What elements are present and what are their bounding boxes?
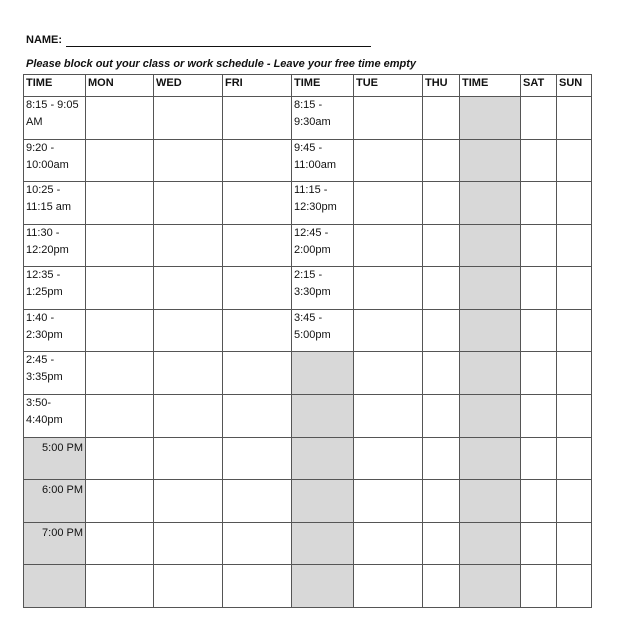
schedule-cell-fri[interactable] <box>223 565 292 608</box>
time-line-1: 9:20 - <box>26 141 55 154</box>
time-line-2: 5:00pm <box>294 328 331 341</box>
mwf-time-cell <box>24 97 86 140</box>
schedule-cell-tue[interactable] <box>354 437 423 480</box>
weekend-time-cell <box>460 309 521 352</box>
schedule-cell-thu[interactable] <box>423 352 460 395</box>
schedule-cell-sat[interactable] <box>521 224 557 267</box>
table-row <box>24 480 592 523</box>
schedule-cell-sun[interactable] <box>557 437 592 480</box>
schedule-cell-thu[interactable] <box>423 522 460 565</box>
schedule-cell-sat[interactable] <box>521 437 557 480</box>
instructions-text: Please block out your class or work schedule - Leave your free time empty <box>26 58 417 70</box>
schedule-cell-wed[interactable] <box>154 480 223 523</box>
schedule-cell-sat[interactable] <box>521 97 557 140</box>
schedule-cell-thu[interactable] <box>423 97 460 140</box>
mwf-time-cell <box>24 522 86 565</box>
schedule-cell-fri[interactable] <box>223 97 292 140</box>
mwf-time-cell <box>24 309 86 352</box>
schedule-cell-sat[interactable] <box>521 352 557 395</box>
weekend-time-cell <box>460 182 521 225</box>
table-row <box>24 437 592 480</box>
tt-time-cell <box>292 352 354 395</box>
schedule-cell-thu[interactable] <box>423 182 460 225</box>
time-line-2: 10:00am <box>26 158 69 171</box>
schedule-cell-tue[interactable] <box>354 522 423 565</box>
time-line-1: 6:00 PM <box>42 484 83 497</box>
mwf-time-cell <box>24 395 86 438</box>
schedule-cell-wed[interactable] <box>154 182 223 225</box>
schedule-cell-tue[interactable] <box>354 267 423 310</box>
schedule-cell-tue[interactable] <box>354 97 423 140</box>
schedule-cell-sun[interactable] <box>557 182 592 225</box>
table-row <box>24 395 592 438</box>
schedule-cell-fri[interactable] <box>223 224 292 267</box>
time-line-1: 12:45 - <box>294 226 329 239</box>
time-line-2: 2:00pm <box>294 243 331 256</box>
tt-time-cell <box>292 522 354 565</box>
mwf-time-cell <box>24 224 86 267</box>
schedule-cell-sat[interactable] <box>521 267 557 310</box>
time-line-1: 9:45 - <box>294 141 323 154</box>
table-row <box>24 267 592 310</box>
time-line-1: 8:15 - 9:05 <box>26 99 79 111</box>
time-line-2: 12:20pm <box>26 243 69 256</box>
weekend-time-cell <box>460 522 521 565</box>
schedule-cell-wed[interactable] <box>154 522 223 565</box>
schedule-cell-tue[interactable] <box>354 395 423 438</box>
schedule-cell-sun[interactable] <box>557 395 592 438</box>
schedule-cell-sun[interactable] <box>557 522 592 565</box>
time-line-2: 3:30pm <box>294 286 331 299</box>
column-header-time-7: TIME <box>460 75 521 97</box>
schedule-cell-sat[interactable] <box>521 480 557 523</box>
schedule-cell-fri[interactable] <box>223 139 292 182</box>
tt-time-cell <box>292 224 354 267</box>
mwf-time-cell <box>24 267 86 310</box>
time-line-1: 8:15 - <box>294 99 323 111</box>
column-header-tue: TUE <box>354 75 423 97</box>
schedule-cell-sun[interactable] <box>557 480 592 523</box>
weekend-time-cell <box>460 565 521 608</box>
time-line-2: 1:25pm <box>26 286 63 299</box>
column-header-time-4: TIME <box>292 75 354 97</box>
schedule-cell-thu[interactable] <box>423 395 460 438</box>
table-row <box>24 565 592 608</box>
column-header-time-0: TIME <box>24 75 86 97</box>
schedule-cell-fri[interactable] <box>223 267 292 310</box>
schedule-cell-sun[interactable] <box>557 97 592 140</box>
schedule-cell-tue[interactable] <box>354 139 423 182</box>
time-line-2: AM <box>26 116 43 128</box>
schedule-cell-wed[interactable] <box>154 139 223 182</box>
table-row <box>24 224 592 267</box>
time-line-1: 2:15 - <box>294 269 323 282</box>
schedule-cell-fri[interactable] <box>223 480 292 523</box>
schedule-cell-mon[interactable] <box>86 565 154 608</box>
schedule-cell-mon[interactable] <box>86 224 154 267</box>
schedule-cell-mon[interactable] <box>86 522 154 565</box>
schedule-cell-tue[interactable] <box>354 224 423 267</box>
table-row <box>24 309 592 352</box>
table-row <box>24 139 592 182</box>
tt-time-cell <box>292 480 354 523</box>
schedule-cell-tue[interactable] <box>354 309 423 352</box>
name-label: NAME: <box>26 34 63 46</box>
table-row <box>24 522 592 565</box>
time-line-2: 2:30pm <box>26 328 63 341</box>
mwf-time-cell <box>24 352 86 395</box>
table-row <box>24 352 592 395</box>
time-line-1: 5:00 PM <box>42 441 83 454</box>
mwf-time-cell <box>24 565 86 608</box>
schedule-cell-mon[interactable] <box>86 97 154 140</box>
time-line-2: 11:15 am <box>26 201 72 214</box>
time-line-1: 2:45 - <box>26 354 55 367</box>
tt-time-cell <box>292 309 354 352</box>
mwf-time-cell <box>24 480 86 523</box>
schedule-cell-mon[interactable] <box>86 309 154 352</box>
schedule-cell-wed[interactable] <box>154 352 223 395</box>
tt-time-cell <box>292 267 354 310</box>
time-line-2: 3:35pm <box>26 371 63 384</box>
header-row <box>24 75 592 97</box>
schedule-cell-wed[interactable] <box>154 565 223 608</box>
weekend-time-cell <box>460 139 521 182</box>
schedule-cell-fri[interactable] <box>223 309 292 352</box>
schedule-cell-sun[interactable] <box>557 139 592 182</box>
time-line-2: 12:30pm <box>294 201 337 214</box>
schedule-cell-wed[interactable] <box>154 395 223 438</box>
tt-time-cell <box>292 437 354 480</box>
schedule-cell-sat[interactable] <box>521 395 557 438</box>
schedule-cell-sat[interactable] <box>521 522 557 565</box>
mwf-time-cell <box>24 182 86 225</box>
weekend-time-cell <box>460 267 521 310</box>
mwf-time-cell <box>24 139 86 182</box>
table-row <box>24 97 592 140</box>
schedule-cell-sun[interactable] <box>557 352 592 395</box>
weekend-time-cell <box>460 352 521 395</box>
schedule-cell-sat[interactable] <box>521 139 557 182</box>
time-line-2: 4:40pm <box>26 414 63 427</box>
time-line-1: 11:15 - <box>294 184 328 197</box>
schedule-cell-sun[interactable] <box>557 309 592 352</box>
schedule-cell-mon[interactable] <box>86 182 154 225</box>
name-field-line[interactable] <box>66 46 371 47</box>
schedule-cell-wed[interactable] <box>154 267 223 310</box>
schedule-cell-tue[interactable] <box>354 565 423 608</box>
column-header-sat: SAT <box>521 75 557 97</box>
schedule-table <box>23 74 592 608</box>
schedule-cell-sat[interactable] <box>521 309 557 352</box>
schedule-cell-mon[interactable] <box>86 437 154 480</box>
time-line-1: 12:35 - <box>26 269 61 282</box>
schedule-cell-thu[interactable] <box>423 139 460 182</box>
schedule-cell-sun[interactable] <box>557 267 592 310</box>
tt-time-cell <box>292 395 354 438</box>
time-line-1: 3:45 - <box>294 311 323 324</box>
weekend-time-cell <box>460 224 521 267</box>
tt-time-cell <box>292 182 354 225</box>
time-line-2: 9:30am <box>294 116 331 128</box>
schedule-cell-mon[interactable] <box>86 139 154 182</box>
schedule-cell-thu[interactable] <box>423 267 460 310</box>
time-line-1: 10:25 - <box>26 184 61 197</box>
column-header-sun: SUN <box>557 75 592 97</box>
weekend-time-cell <box>460 437 521 480</box>
mwf-time-cell <box>24 437 86 480</box>
schedule-cell-mon[interactable] <box>86 480 154 523</box>
time-line-2: 11:00am <box>294 158 336 171</box>
time-line-1: 11:30 - <box>26 226 60 239</box>
schedule-cell-fri[interactable] <box>223 352 292 395</box>
time-line-1: 3:50- <box>26 397 52 410</box>
schedule-cell-wed[interactable] <box>154 97 223 140</box>
schedule-cell-thu[interactable] <box>423 480 460 523</box>
column-header-thu: THU <box>423 75 460 97</box>
schedule-cell-wed[interactable] <box>154 224 223 267</box>
column-header-fri: FRI <box>223 75 292 97</box>
schedule-cell-sun[interactable] <box>557 224 592 267</box>
column-header-wed: WED <box>154 75 223 97</box>
schedule-cell-fri[interactable] <box>223 437 292 480</box>
schedule-cell-fri[interactable] <box>223 522 292 565</box>
schedule-cell-fri[interactable] <box>223 395 292 438</box>
schedule-cell-fri[interactable] <box>223 182 292 225</box>
tt-time-cell <box>292 139 354 182</box>
weekend-time-cell <box>460 480 521 523</box>
schedule-cell-mon[interactable] <box>86 267 154 310</box>
tt-time-cell <box>292 97 354 140</box>
column-header-mon: MON <box>86 75 154 97</box>
schedule-cell-thu[interactable] <box>423 565 460 608</box>
schedule-cell-thu[interactable] <box>423 437 460 480</box>
schedule-cell-tue[interactable] <box>354 182 423 225</box>
time-line-1: 7:00 PM <box>42 526 83 539</box>
schedule-cell-thu[interactable] <box>423 224 460 267</box>
tt-time-cell <box>292 565 354 608</box>
schedule-cell-sat[interactable] <box>521 565 557 608</box>
schedule-cell-thu[interactable] <box>423 309 460 352</box>
schedule-cell-sun[interactable] <box>557 565 592 608</box>
schedule-cell-mon[interactable] <box>86 395 154 438</box>
schedule-cell-wed[interactable] <box>154 309 223 352</box>
weekend-time-cell <box>460 395 521 438</box>
weekend-time-cell <box>460 97 521 140</box>
schedule-cell-tue[interactable] <box>354 352 423 395</box>
schedule-cell-sat[interactable] <box>521 182 557 225</box>
schedule-cell-wed[interactable] <box>154 437 223 480</box>
schedule-cell-tue[interactable] <box>354 480 423 523</box>
table-row <box>24 182 592 225</box>
time-line-1: 1:40 - <box>26 311 55 324</box>
schedule-cell-mon[interactable] <box>86 352 154 395</box>
